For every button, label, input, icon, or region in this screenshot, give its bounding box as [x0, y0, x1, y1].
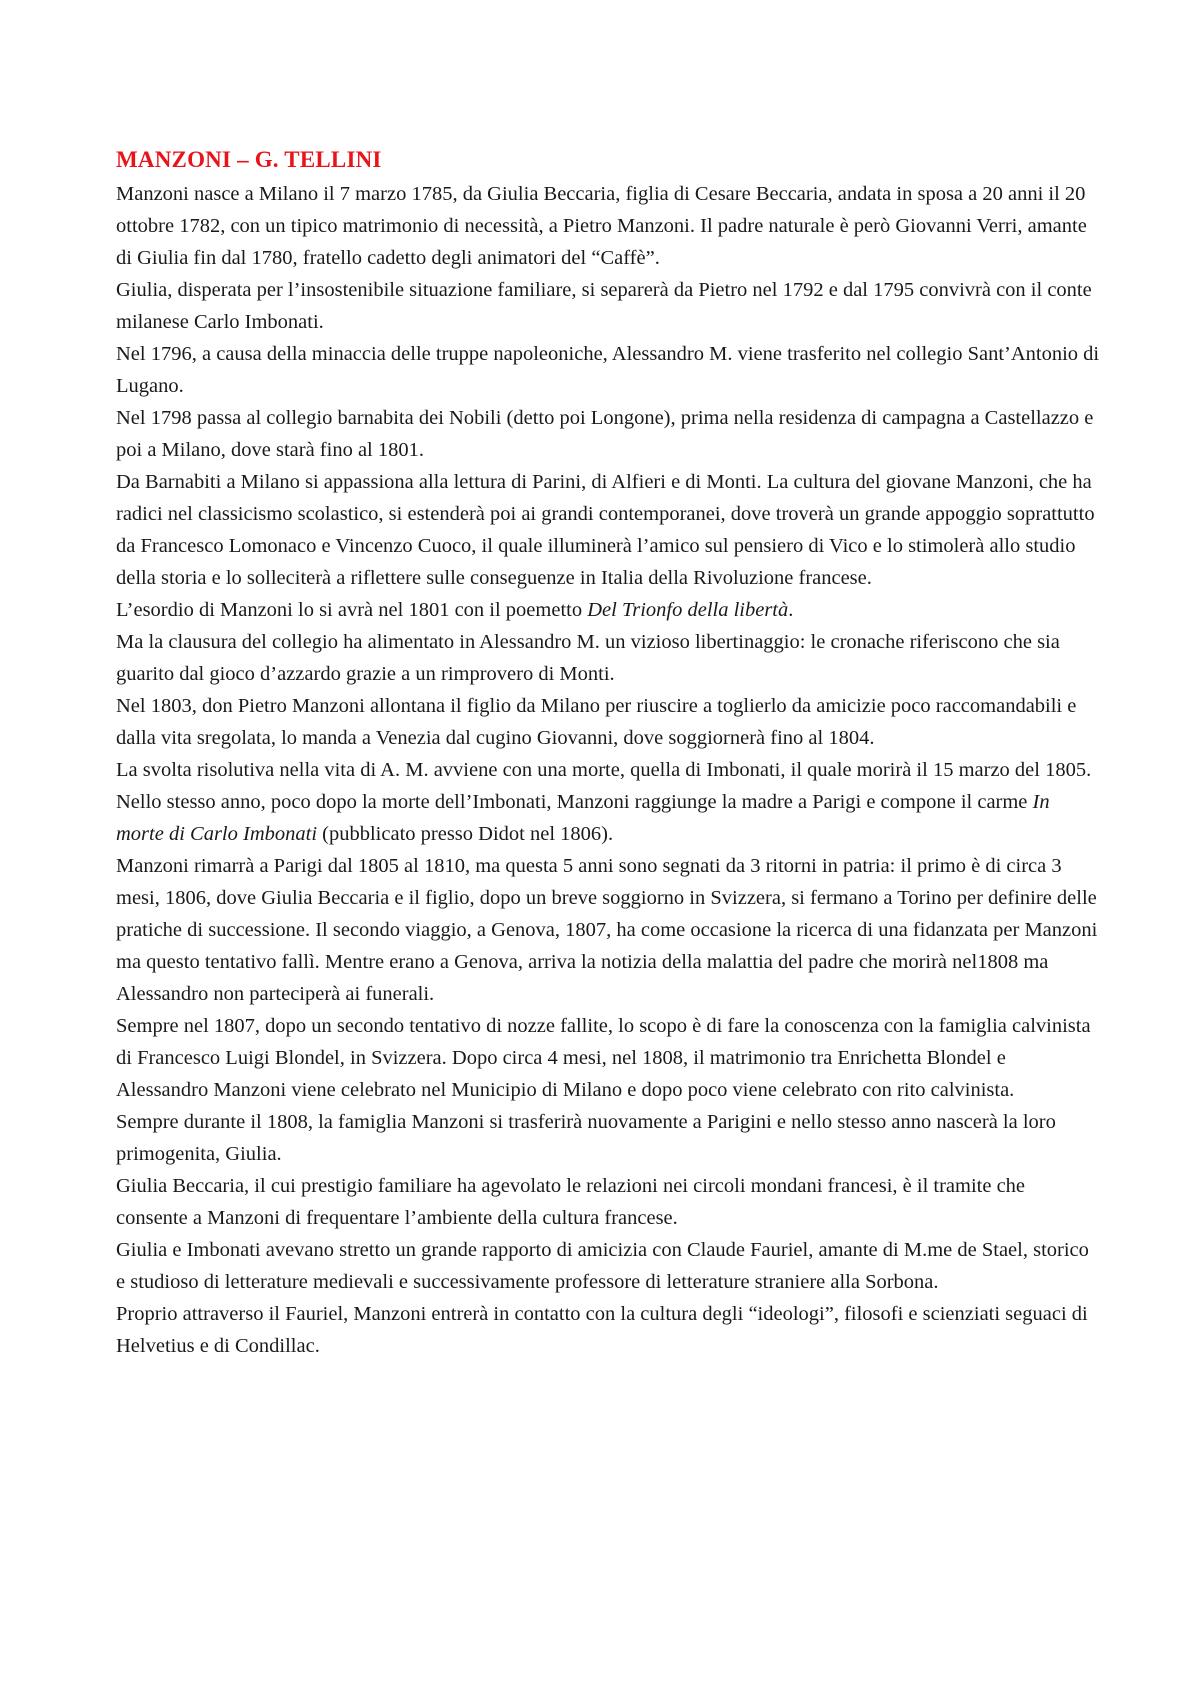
paragraph-text: Da Barnabiti a Milano si appassiona alla lettura di Parini, di Alfieri e di Monti. La cultura del giovane Manzoni, che ha radici nel classicismo scolastico, si estenderà poi ai grandi contemporanei, dove troverà un grande appoggio soprattutto da Francesco Lomonaco e Vincenzo Cuoco, il quale illuminerà l’amico sul pensiero di Vico e lo stimolerà allo studio della storia e lo solleciterà a riflettere sulle conseguenze in Italia della Rivoluzione francese. [116, 471, 1095, 589]
document-page [116, 142, 1100, 1362]
paragraph-text: Giulia, disperata per l’insostenibile situazione familiare, si separerà da Pietro nel 1792 e dal 1795 convivrà con il conte milanese Carlo Imbonati. [116, 279, 1092, 333]
paragraph [116, 786, 1100, 850]
paragraph [116, 402, 1100, 466]
paragraph-text: (pubblicato presso Didot nel 1806). [317, 823, 614, 845]
paragraph [116, 626, 1100, 690]
paragraph [116, 1010, 1100, 1106]
italic-title-text: In morte di Carlo Imbonati [116, 791, 1050, 845]
document-title: MANZONI – G. TELLINI [116, 147, 382, 172]
paragraph [116, 274, 1100, 338]
paragraph-text: Manzoni nasce a Milano il 7 marzo 1785, da Giulia Beccaria, figlia di Cesare Beccaria, andata in sposa a 20 anni il 20 ottobre 1782, con un tipico matrimonio di necessità, a Pietro Manzoni. Il padre naturale è però Giovanni Verri, amante di Giulia fin dal 1780, fratello cadetto degli animatori del “Caffè”. [116, 183, 1087, 269]
italic-title-text: Del Trionfo della libertà [587, 599, 789, 621]
paragraph [116, 1298, 1100, 1362]
paragraph [116, 178, 1100, 274]
document-body [116, 178, 1100, 1362]
paragraph [116, 690, 1100, 754]
paragraph-text: Nello stesso anno, poco dopo la morte dell’Imbonati, Manzoni raggiunge la madre a Parigi e compone il carme [116, 791, 1033, 813]
paragraph-text: Nel 1798 passa al collegio barnabita dei Nobili (detto poi Longone), prima nella residenza di campagna a Castellazzo e poi a Milano, dove starà fino al 1801. [116, 407, 1094, 461]
paragraph-text: Nel 1796, a causa della minaccia delle truppe napoleoniche, Alessandro M. viene trasferito nel collegio Sant’Antonio di Lugano. [116, 343, 1100, 397]
paragraph-text: Giulia e Imbonati avevano stretto un grande rapporto di amicizia con Claude Fauriel, amante di M.me de Stael, storico e studioso di letterature medievali e successivamente professore di letterature straniere alla Sorbona. [116, 1239, 1089, 1293]
paragraph [116, 466, 1100, 594]
paragraph-text: Sempre durante il 1808, la famiglia Manzoni si trasferirà nuovamente a Parigini e nello stesso anno nascerà la loro primogenita, Giulia. [116, 1111, 1056, 1165]
paragraph-text: L’esordio di Manzoni lo si avrà nel 1801 con il poemetto [116, 599, 588, 621]
paragraph-text: Proprio attraverso il Fauriel, Manzoni entrerà in contatto con la cultura degli “ideologi”, filosofi e scienziati seguaci di Helvetius e di Condillac. [116, 1303, 1088, 1357]
paragraph-text: Giulia Beccaria, il cui prestigio familiare ha agevolato le relazioni nei circoli mondani francesi, è il tramite che consente a Manzoni di frequentare l’ambiente della cultura francese. [116, 1175, 1026, 1229]
paragraph [116, 1234, 1100, 1298]
paragraph-text: Nel 1803, don Pietro Manzoni allontana il figlio da Milano per riuscire a toglierlo da amicizie poco raccomandabili e dalla vita sregolata, lo manda a Venezia dal cugino Giovanni, dove soggiornerà fino al 1804. [116, 695, 1077, 749]
paragraph-text: La svolta risolutiva nella vita di A. M. avviene con una morte, quella di Imbonati, il quale morirà il 15 marzo del 1805. [116, 759, 1092, 781]
paragraph-text: Sempre nel 1807, dopo un secondo tentativo di nozze fallite, lo scopo è di fare la conoscenza con la famiglia calvinista di Francesco Luigi Blondel, in Svizzera. Dopo circa 4 mesi, nel 1808, il matrimonio tra Enrichetta Blondel e Alessandro Manzoni viene celebrato nel Municipio di Milano e dopo poco viene celebrato con rito calvinista. [116, 1015, 1091, 1101]
paragraph [116, 754, 1100, 786]
paragraph-text: Ma la clausura del collegio ha alimentato in Alessandro M. un vizioso libertinaggio: le cronache riferiscono che sia guarito dal gioco d’azzardo grazie a un rimprovero di Monti. [116, 631, 1060, 685]
paragraph-text: Manzoni rimarrà a Parigi dal 1805 al 1810, ma questa 5 anni sono segnati da 3 ritorni in patria: il primo è di circa 3 mesi, 1806, dove Giulia Beccaria e il figlio, dopo un breve soggiorno in Svizzera, si fermano a Torino per definire delle pratiche di successione. Il secondo viaggio, a Genova, 1807, ha come occasione la ricerca di una fidanzata per Manzoni ma questo tentativo fallì. Mentre erano a Genova, arriva la notizia della malattia del padre che morirà nel1808 ma Alessandro non parteciperà ai funerali. [116, 855, 1098, 1005]
paragraph-text: . [788, 599, 794, 621]
paragraph [116, 594, 1100, 626]
paragraph [116, 338, 1100, 402]
paragraph [116, 850, 1100, 1010]
paragraph [116, 1106, 1100, 1170]
paragraph [116, 1170, 1100, 1234]
